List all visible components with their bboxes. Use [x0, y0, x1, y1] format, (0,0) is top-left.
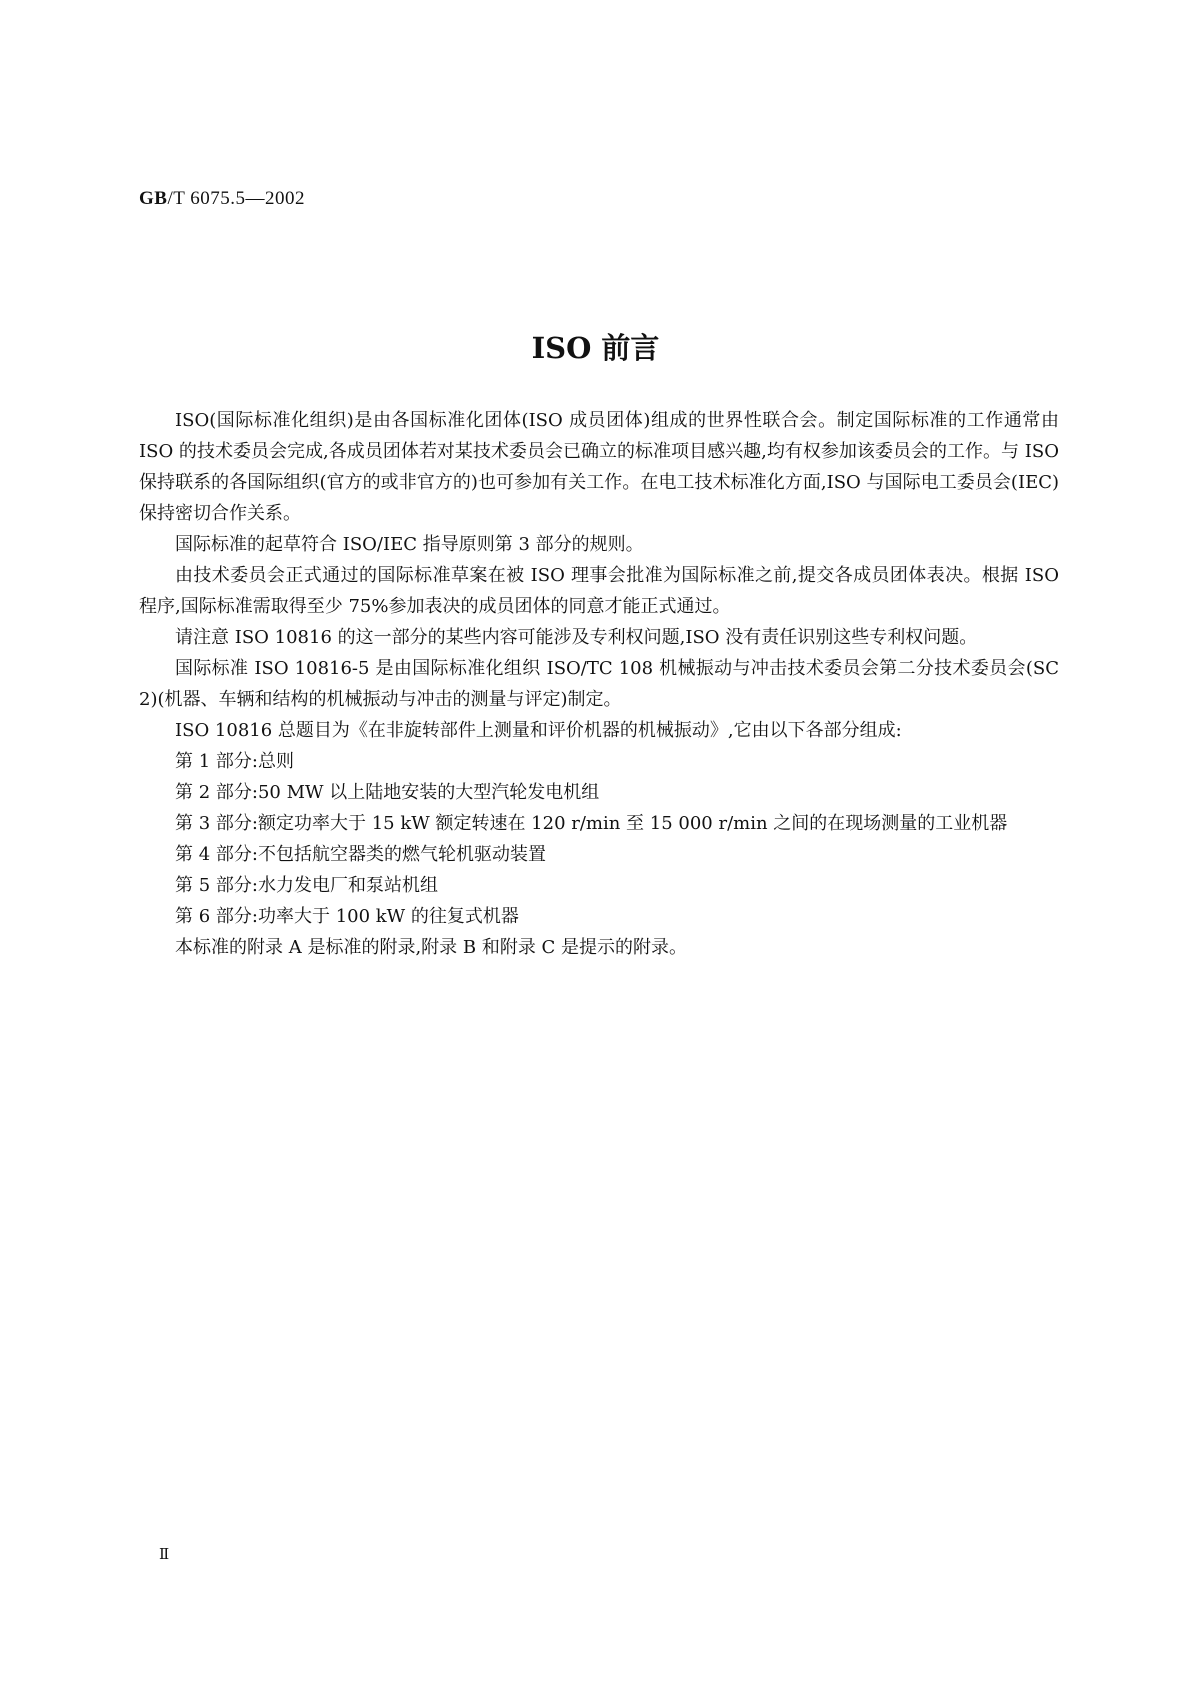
list-item-part-1 — [139, 746, 1059, 777]
list-item-part-3 — [139, 808, 1059, 839]
paragraph-iso-intro: ISO(国际标准化组织)是由各国标准化团体(ISO 成员团体)组成的世界性联合会。制定国际标准的工作通常由 ISO 的技术委员会完成,各成员团体若对某技术委员会已确立的标准项目感兴趣,均有权参加该委员会的工作。与 ISO 保持联系的各国际组织(官方的或非官方的)也可参加有关工作。在电工技术标准化方面,ISO 与国际电工委员会(IEC)保持密切合作关系。 — [139, 410, 1059, 524]
paragraph-committee: 国际标准 ISO 10816-5 是由国际标准化组织 ISO/TC 108 机械振动与冲击技术委员会第二分技术委员会(SC 2)(机器、车辆和结构的机械振动与冲击的测量与评定)制定。 — [139, 658, 1059, 710]
part-text: 水力发电厂和泵站机组 — [257, 875, 438, 896]
part-label: 第 5 部分: — [175, 875, 258, 896]
part-text: 不包括航空器类的燃气轮机驱动装置 — [257, 844, 546, 865]
paragraph-drafting-rules: 国际标准的起草符合 ISO/IEC 指导原则第 3 部分的规则。 — [175, 534, 644, 555]
standard-code-number: /T 6075.5—2002 — [167, 188, 305, 209]
part-label: 第 6 部分: — [175, 906, 258, 927]
page-number: Ⅱ — [159, 1547, 170, 1563]
list-item-part-6 — [139, 901, 1059, 932]
part-text: 50 MW 以上陆地安装的大型汽轮发电机组 — [257, 782, 600, 803]
paragraph-series-title: ISO 10816 总题目为《在非旋转部件上测量和评价机器的机械振动》,它由以下各部分组成: — [175, 720, 902, 741]
part-text: 总则 — [257, 751, 294, 772]
paragraph-annex-note: 本标准的附录 A 是标准的附录,附录 B 和附录 C 是提示的附录。 — [175, 937, 688, 958]
part-text: 功率大于 100 kW 的往复式机器 — [257, 906, 519, 927]
list-item-part-4 — [139, 839, 1059, 870]
standard-code-header — [139, 188, 305, 210]
part-text: 额定功率大于 15 kW 额定转速在 120 r/min 至 15 000 r/min 之间的在现场测量的工业机器 — [257, 813, 1008, 834]
page-title: ISO 前言 — [531, 331, 660, 365]
paragraph-voting: 由技术委员会正式通过的国际标准草案在被 ISO 理事会批准为国际标准之前,提交各成员团体表决。根据 ISO 程序,国际标准需取得至少 75%参加表决的成员团体的同意才能正式通过。 — [139, 565, 1059, 617]
part-label: 第 2 部分: — [175, 782, 258, 803]
part-label: 第 1 部分: — [175, 751, 258, 772]
part-label: 第 3 部分: — [175, 813, 258, 834]
list-item-part-5 — [139, 870, 1059, 901]
foreword-body — [139, 405, 1059, 963]
standard-code-prefix: GB — [139, 188, 168, 209]
paragraph-patent-notice: 请注意 ISO 10816 的这一部分的某些内容可能涉及专利权问题,ISO 没有责任识别这些专利权问题。 — [175, 627, 978, 648]
part-label: 第 4 部分: — [175, 844, 258, 865]
list-item-part-2 — [139, 777, 1059, 808]
